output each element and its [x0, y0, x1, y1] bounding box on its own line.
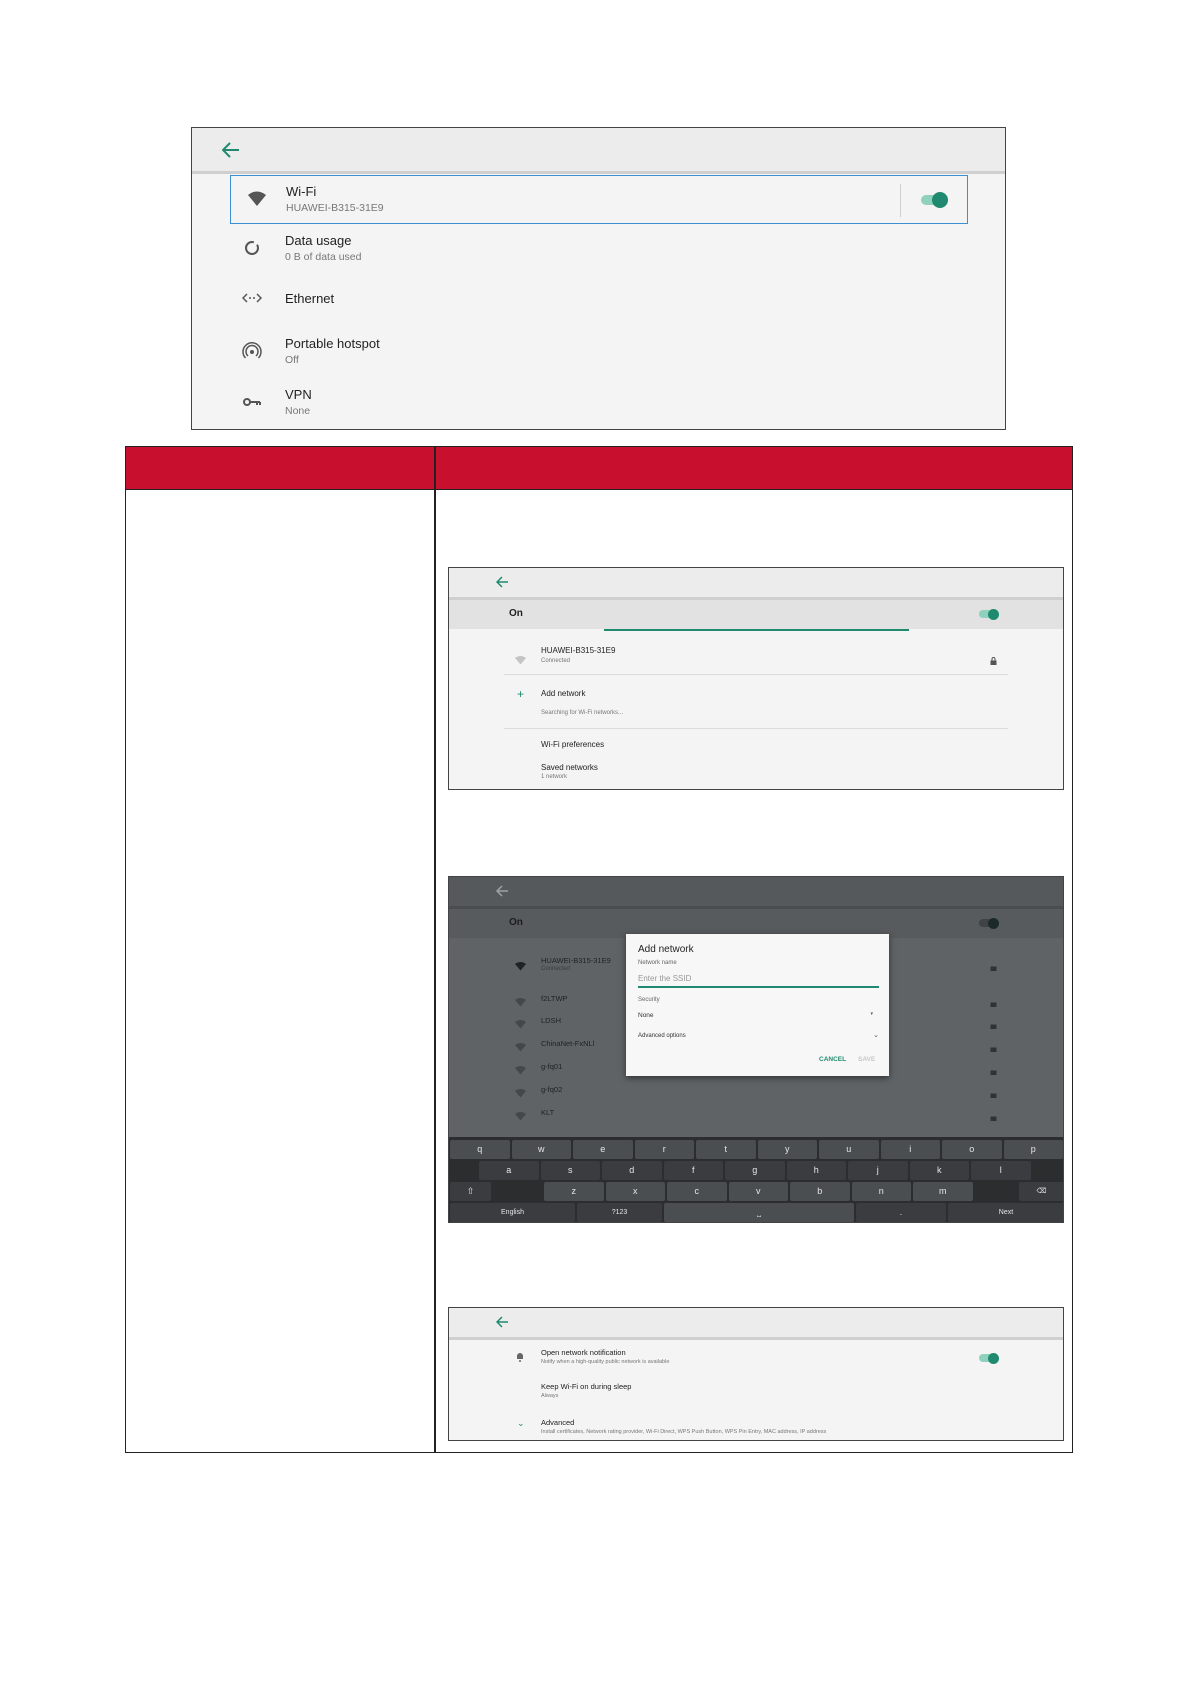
hotspot-icon: [242, 341, 264, 363]
add-network-screenshot: [448, 876, 1064, 1223]
ethernet-row[interactable]: [192, 275, 1005, 323]
app-bar: [192, 128, 1005, 174]
searching-label: Searching for Wi-Fi networks...: [541, 710, 624, 716]
key-o[interactable]: o: [942, 1140, 1002, 1159]
network-name: ChinaNet-FxNLl: [541, 1039, 595, 1048]
wifi-signal-icon: [515, 994, 526, 1012]
data-usage-title: Data usage: [285, 233, 352, 248]
key-f[interactable]: f: [664, 1161, 724, 1180]
scan-progress-bar: [604, 629, 909, 631]
back-arrow-icon[interactable]: [496, 576, 509, 588]
network-settings-screenshot: [191, 127, 1006, 430]
network-name: g-fq02: [541, 1085, 563, 1094]
key-n[interactable]: n: [852, 1182, 912, 1201]
vpn-subtitle: None: [285, 405, 311, 417]
security-select[interactable]: None: [638, 1012, 654, 1019]
key-c[interactable]: c: [667, 1182, 727, 1201]
app-bar: [449, 877, 1063, 909]
security-label: Security: [638, 997, 660, 1003]
key-u[interactable]: u: [819, 1140, 879, 1159]
key-z[interactable]: z: [544, 1182, 604, 1201]
advanced-options-toggle[interactable]: Advanced options: [638, 1033, 686, 1039]
key-q[interactable]: q: [450, 1140, 510, 1159]
wifi-list-screenshot: [448, 567, 1064, 790]
wifi-signal-icon: [515, 652, 526, 670]
column-divider: [434, 447, 436, 1452]
table-header: [126, 447, 1072, 490]
network-list-item[interactable]: [449, 1083, 1063, 1105]
vpn-key-icon: [242, 392, 264, 414]
key-b[interactable]: b: [790, 1182, 850, 1201]
delete-key[interactable]: ⌫: [1019, 1182, 1064, 1201]
data-usage-subtitle: 0 B of data used: [285, 251, 362, 263]
key-r[interactable]: r: [635, 1140, 695, 1159]
lock-icon: [990, 1039, 997, 1047]
lock-icon: [990, 1108, 997, 1116]
key-i[interactable]: i: [881, 1140, 941, 1159]
wifi-preferences-screenshot: [448, 1307, 1064, 1441]
cancel-button[interactable]: CANCEL: [819, 1056, 847, 1063]
key-t[interactable]: t: [696, 1140, 756, 1159]
lock-icon: [990, 1062, 997, 1070]
key-k[interactable]: k: [910, 1161, 970, 1180]
key-m[interactable]: m: [913, 1182, 973, 1201]
on-label: On: [509, 608, 523, 619]
key-x[interactable]: x: [606, 1182, 666, 1201]
key-y[interactable]: y: [758, 1140, 818, 1159]
add-network-label: Add network: [541, 689, 586, 698]
network-name: KLT: [541, 1108, 555, 1117]
key-v[interactable]: v: [729, 1182, 789, 1201]
vpn-title: VPN: [285, 387, 312, 402]
lock-icon: [990, 652, 997, 660]
pref-title: Keep Wi-Fi on during sleep: [541, 1382, 632, 1391]
hotspot-row[interactable]: [192, 328, 1005, 376]
wifi-on-bar[interactable]: [449, 600, 1063, 629]
save-button[interactable]: SAVE: [858, 1056, 876, 1063]
vpn-row[interactable]: [192, 379, 1005, 427]
ethernet-title: Ethernet: [285, 291, 335, 306]
on-screen-keyboard: [449, 1137, 1063, 1223]
notification-bell-icon: [515, 1350, 525, 1368]
wifi-preferences-label: Wi-Fi preferences: [541, 740, 605, 749]
wifi-toggle[interactable]: [979, 919, 996, 927]
lock-icon: [990, 958, 997, 966]
key-s[interactable]: s: [541, 1161, 601, 1180]
divider: [504, 674, 1008, 675]
key-w[interactable]: w: [512, 1140, 572, 1159]
network-list-item[interactable]: [449, 1106, 1063, 1128]
pref-subtitle: Always: [541, 1393, 559, 1399]
add-network-dialog: [626, 934, 889, 1076]
key-j[interactable]: j: [848, 1161, 908, 1180]
back-arrow-icon[interactable]: [222, 142, 240, 158]
lock-icon: [990, 1085, 997, 1093]
shift-key[interactable]: ⇧: [450, 1182, 491, 1201]
back-arrow-icon[interactable]: [496, 885, 509, 897]
wifi-signal-icon: [515, 1062, 526, 1080]
network-name: HUAWEI-B315-31E9: [541, 956, 611, 965]
network-name-label: Network name: [638, 960, 677, 966]
ssid-input[interactable]: Enter the SSID: [638, 974, 692, 983]
wifi-toggle[interactable]: [921, 195, 945, 205]
period-key[interactable]: .: [856, 1203, 946, 1222]
wifi-signal-icon: [515, 1039, 526, 1057]
wifi-icon: [247, 189, 269, 211]
wifi-network-name: HUAWEI-B315-31E9: [286, 202, 384, 214]
english-language-key[interactable]: English: [450, 1203, 575, 1222]
ethernet-icon: [242, 288, 264, 310]
key-h[interactable]: h: [787, 1161, 847, 1180]
next-key[interactable]: Next: [948, 1203, 1064, 1222]
key-p[interactable]: p: [1004, 1140, 1064, 1159]
wifi-setting-row[interactable]: [230, 175, 968, 224]
back-arrow-icon[interactable]: [496, 1316, 509, 1328]
saved-networks-count: 1 network: [541, 774, 568, 780]
lock-icon: [990, 994, 997, 1002]
wifi-toggle[interactable]: [979, 610, 996, 618]
network-name: LDSH: [541, 1016, 562, 1025]
space-key[interactable]: ⎵: [664, 1203, 854, 1222]
pref-subtitle: Notify when a high-quality public network is available: [541, 1359, 670, 1365]
dropdown-arrow-icon[interactable]: ▾: [870, 1011, 873, 1017]
network-name: g-fq01: [541, 1062, 563, 1071]
chevron-down-icon: ⌄: [517, 1418, 525, 1428]
key-d[interactable]: d: [602, 1161, 662, 1180]
pref-subtitle: Install certificates, Network rating provider, Wi-Fi Direct, WPS Push Button, WPS Pin Entry, MAC address, IP address: [541, 1429, 827, 1435]
network-status: Connected: [541, 966, 571, 972]
dialog-title: Add network: [638, 944, 694, 955]
add-icon: +: [517, 687, 525, 701]
pref-title: Advanced: [541, 1418, 575, 1427]
app-bar: [449, 1308, 1063, 1340]
data-usage-row[interactable]: [192, 225, 1005, 273]
notification-toggle[interactable]: [979, 1354, 996, 1362]
numbers-key[interactable]: ?123: [577, 1203, 662, 1222]
chevron-down-icon[interactable]: ⌄: [873, 1032, 879, 1039]
network-status: Connected: [541, 658, 571, 664]
key-e[interactable]: e: [573, 1140, 633, 1159]
network-name: HUAWEI-B315-31E9: [541, 646, 616, 655]
wifi-title: Wi-Fi: [286, 184, 317, 199]
wifi-signal-icon: [515, 1108, 526, 1126]
hotspot-subtitle: Off: [285, 354, 299, 366]
hotspot-title: Portable hotspot: [285, 336, 380, 351]
input-underline: [638, 986, 879, 988]
wifi-signal-icon: [515, 1016, 526, 1034]
network-name: f2LTWP: [541, 994, 568, 1003]
lock-icon: [990, 1016, 997, 1024]
pref-title: Open network notification: [541, 1348, 626, 1357]
saved-networks-label: Saved networks: [541, 763, 598, 772]
divider: [504, 728, 1008, 729]
wifi-signal-icon: [515, 958, 526, 976]
app-bar: [449, 568, 1063, 600]
wifi-signal-icon: [515, 1085, 526, 1103]
key-l[interactable]: l: [971, 1161, 1031, 1180]
on-label: On: [509, 917, 523, 928]
divider: [900, 184, 901, 217]
key-g[interactable]: g: [725, 1161, 785, 1180]
data-usage-icon: [242, 238, 264, 260]
key-a[interactable]: a: [479, 1161, 539, 1180]
